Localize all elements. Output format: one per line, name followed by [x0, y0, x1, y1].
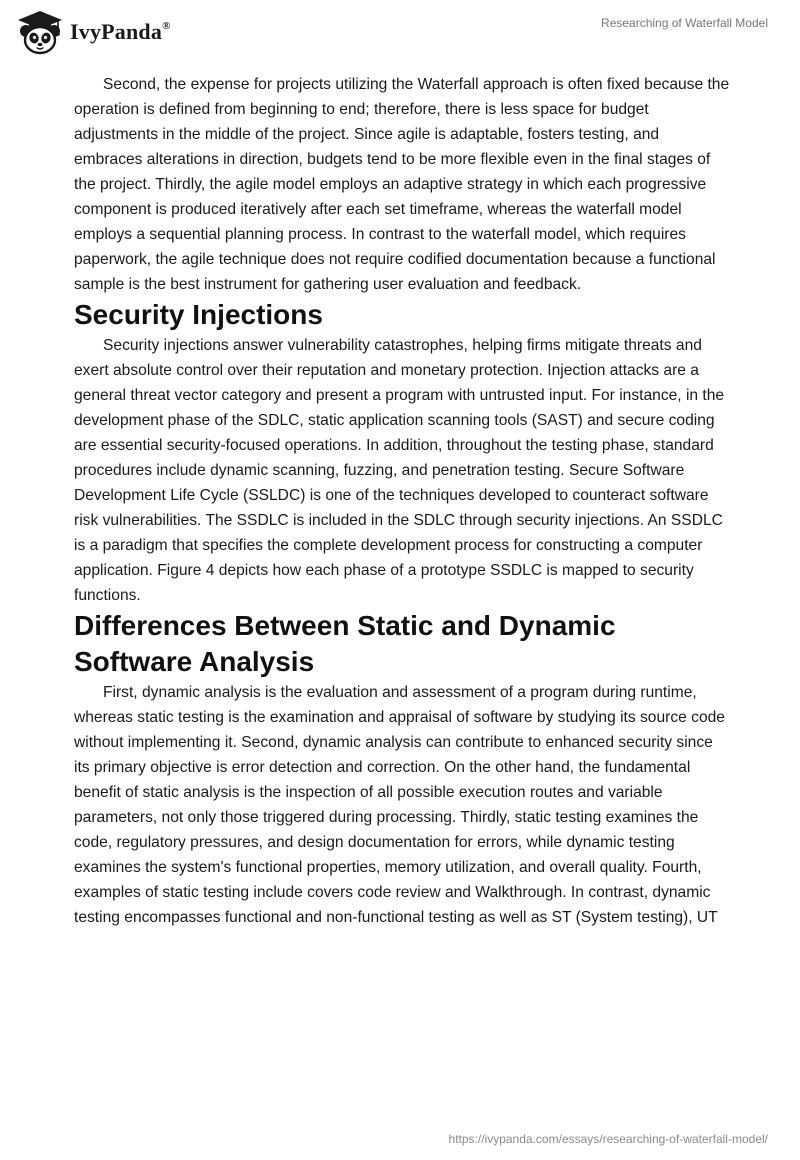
- brand-logo[interactable]: [14, 8, 171, 56]
- panda-graduate-icon: [14, 9, 66, 55]
- heading-security-injections: Security Injections: [74, 299, 323, 330]
- page-header: [0, 0, 800, 70]
- document-title: Researching of Waterfall Model: [601, 16, 768, 30]
- brand-name: IvyPanda®: [70, 19, 171, 44]
- heading-static-dynamic-analysis: Differences Between Static and Dynamic Software Analysis: [74, 610, 616, 677]
- paragraph-security-injections: Security injections answer vulnerability catastrophes, helping firms mitigate threats and exert absolute control over their reputation and monetary protection. Injection attacks are a general threat vector category and present a program with untrusted input. For instance, in the development phase of the SDLC, static application scanning tools (SAST) and secure coding are essential security-focused operations. In addition, throughout the testing phase, standard procedures include dynamic scanning, fuzzing, and penetration testing. Secure Software Development Life Cycle (SSLDC) is one of the techniques developed to counteract software risk vulnerabilities. The SSDLC is included in the SDLC through security injections. An SSDLC is a paradigm that specifies the complete development process for constructing a computer application. Figure 4 depicts how each phase of a prototype SSDLC is mapped to security functions.: [74, 337, 725, 604]
- source-url[interactable]: https://ivypanda.com/essays/researching-of-waterfall-model/: [448, 1132, 768, 1146]
- paragraph-static-dynamic-analysis: First, dynamic analysis is the evaluation and assessment of a program during runtime, whereas static testing is the examination and appraisal of software by studying its source code without implementing it. Second, dynamic analysis can contribute to enhanced security since its primary objective is error detection and correction. On the other hand, the fundamental benefit of static analysis is the inspection of all possible execution routes and variable parameters, not only those triggered during processing. Thirdly, static testing examines the code, regulatory pressures, and design documentation for errors, while dynamic testing examines the system's functional properties, memory utilization, and overall quality. Fourth, examples of static testing include covers code review and Walkthrough. In contrast, dynamic testing encompasses functional and non-functional testing as well as ST (System testing), UT: [74, 684, 725, 926]
- essay-content: [74, 72, 730, 930]
- registered-mark: ®: [162, 19, 171, 32]
- paragraph-waterfall-budget: Second, the expense for projects utilizing the Waterfall approach is often fixed because the operation is defined from beginning to end; therefore, there is less space for budget adjustments in the middle of the project. Since agile is adaptable, fosters testing, and embraces alterations in direction, budgets tend to be more flexible even in the final stages of the project. Thirdly, the agile model employs an adaptive strategy in which each progressive component is produced iteratively after each set timeframe, whereas the waterfall model employs a sequential planning process. In contrast to the waterfall model, which requires paperwork, the agile technique does not require codified documentation because a functional sample is the best instrument for gathering user evaluation and feedback.: [74, 76, 730, 293]
